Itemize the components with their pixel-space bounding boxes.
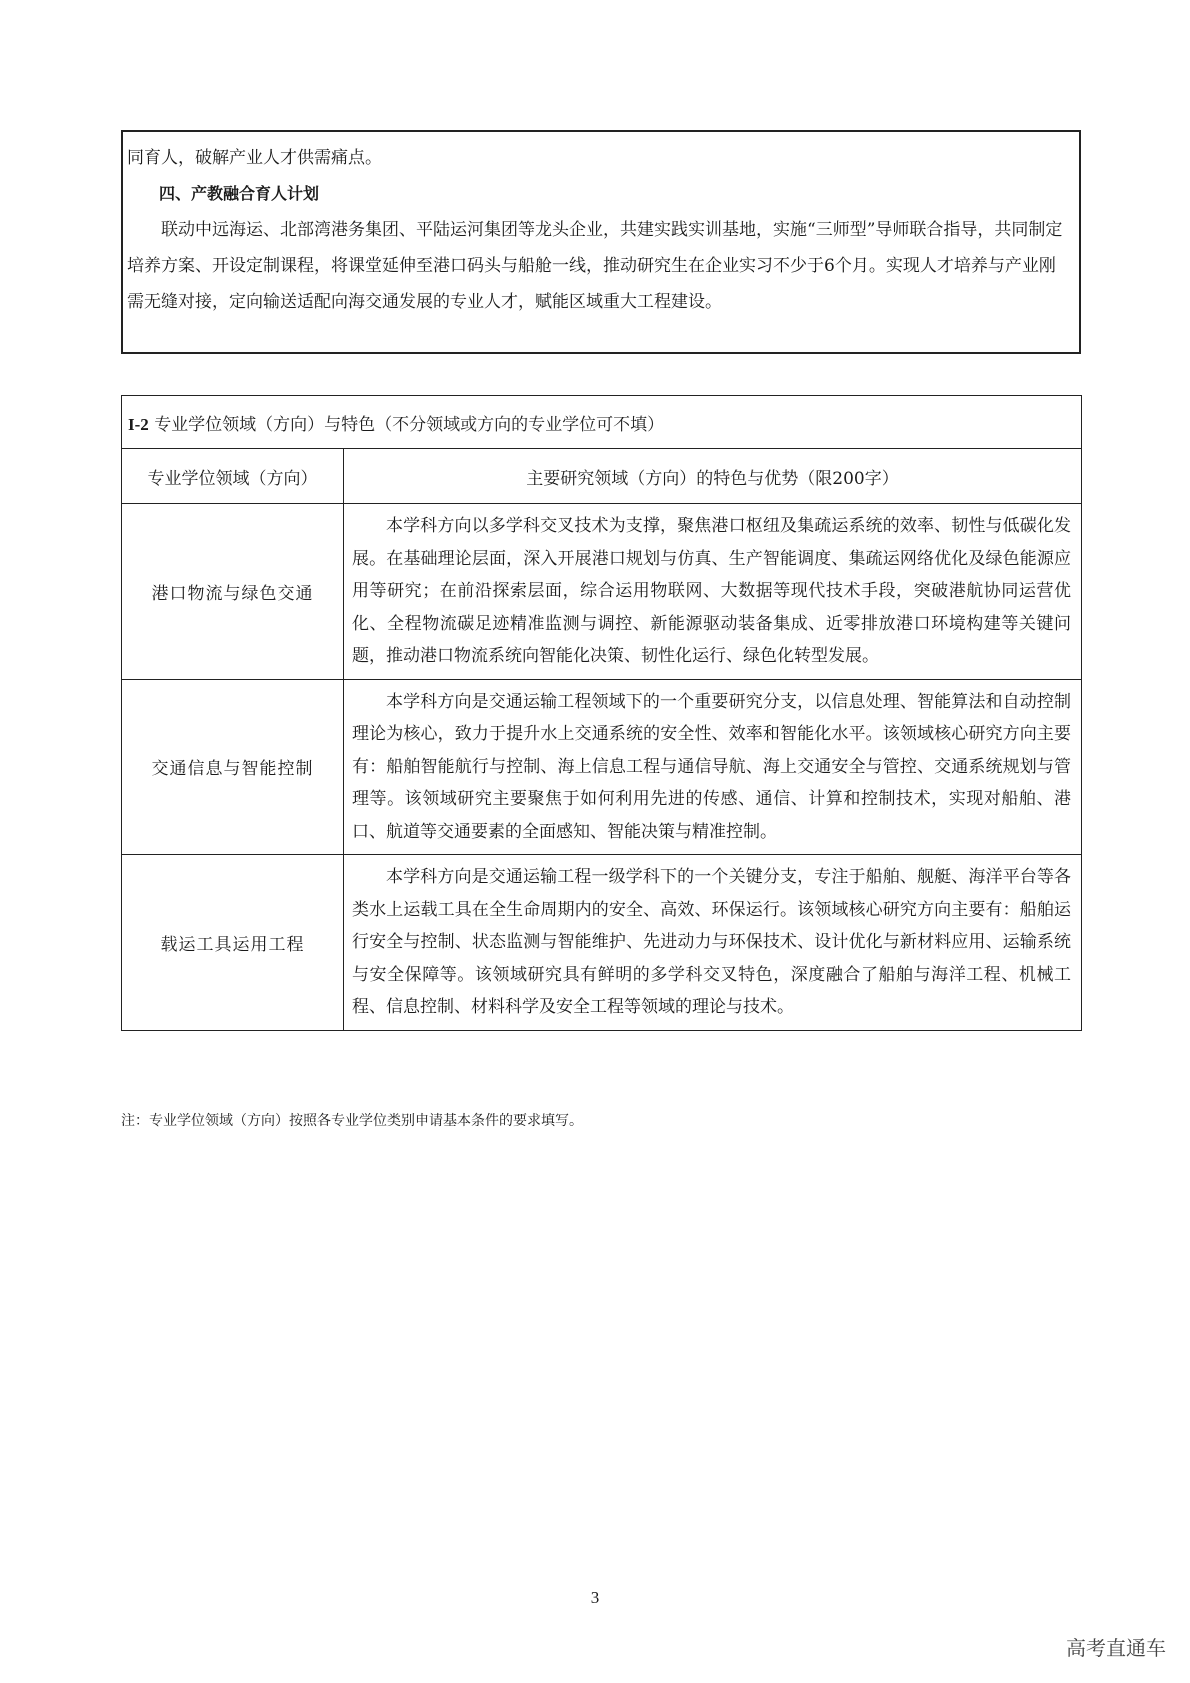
plan-paragraph: 联动中远海运、北部湾港务集团、平陆运河集团等龙头企业，共建实践实训基地，实施“三师型”导师联合指导，共同制定培养方案、开设定制课程，将课堂延伸至港口码头与船舱一线，推动研究生在企业实习不少于6个月。实现人才培养与产业刚需无缝对接，定向输送适配向海交通发展的专业人才，赋能区域重大工程建设。: [127, 220, 1063, 312]
table-row: [122, 679, 1082, 855]
column-header-field: 专业学位领域（方向）: [122, 449, 344, 504]
table-title-code: I-2: [128, 414, 149, 434]
field-name: 港口物流与绿色交通: [122, 504, 344, 680]
field-description: 本学科方向是交通运输工程领域下的一个重要研究分支，以信息处理、智能算法和自动控制理论为核心，致力于提升水上交通系统的安全性、效率和智能化水平。该领域核心研究方向主要有：船舶智能航行与控制、海上信息工程与通信导航、海上交通安全与管控、交通系统规划与管理等。该领域研究主要聚焦于如何利用先进的传感、通信、计算和控制技术，实现对船舶、港口、航道等交通要素的全面感知、智能决策与精准控制。: [344, 679, 1082, 855]
table-title-note: （不分领域或方向的专业学位可不填）: [375, 414, 665, 435]
table-title-main: 专业学位领域（方向）与特色: [154, 414, 376, 435]
watermark: 高考直通车: [1066, 1636, 1166, 1660]
continuation-line: 同育人，破解产业人才供需痛点。: [127, 148, 382, 168]
field-description: 本学科方向以多学科交叉技术为支撑，聚焦港口枢纽及集疏运系统的效率、韧性与低碳化发展。在基础理论层面，深入开展港口规划与仿真、生产智能调度、集疏运网络优化及绿色能源应用等研究；在前沿探索层面，综合运用物联网、大数据等现代技术手段，突破港航协同运营优化、全程物流碳足迹精准监测与调控、新能源驱动装备集成、近零排放港口环境构建等关键问题，推动港口物流系统向智能化决策、韧性化运行、绿色化转型发展。: [344, 504, 1082, 680]
degree-fields-table: [121, 395, 1082, 1031]
field-name: 交通信息与智能控制: [122, 679, 344, 855]
field-description: 本学科方向是交通运输工程一级学科下的一个关键分支，专注于船舶、舰艇、海洋平台等各类水上运载工具在全生命周期内的安全、高效、环保运行。该领域核心研究方向主要有：船舶运行安全与控制、状态监测与智能维护、先进动力与环保技术、设计优化与新材料应用、运输系统与安全保障等。该领域研究具有鲜明的多学科交叉特色，深度融合了船舶与海洋工程、机械工程、信息控制、材料科学及安全工程等领域的理论与技术。: [344, 855, 1082, 1031]
plan-text-box: [121, 130, 1081, 354]
section-heading: 四、产教融合育人计划: [159, 184, 320, 203]
field-name: 载运工具运用工程: [122, 855, 344, 1031]
table-title: [122, 396, 1082, 449]
column-header-desc: 主要研究领域（方向）的特色与优势（限200字）: [344, 449, 1082, 504]
page-number: 3: [590, 1588, 600, 1607]
table-footnote: 注：专业学位领域（方向）按照各专业学位类别申请基本条件的要求填写。: [121, 1113, 583, 1129]
table-row: [122, 504, 1082, 680]
table-row: [122, 855, 1082, 1031]
